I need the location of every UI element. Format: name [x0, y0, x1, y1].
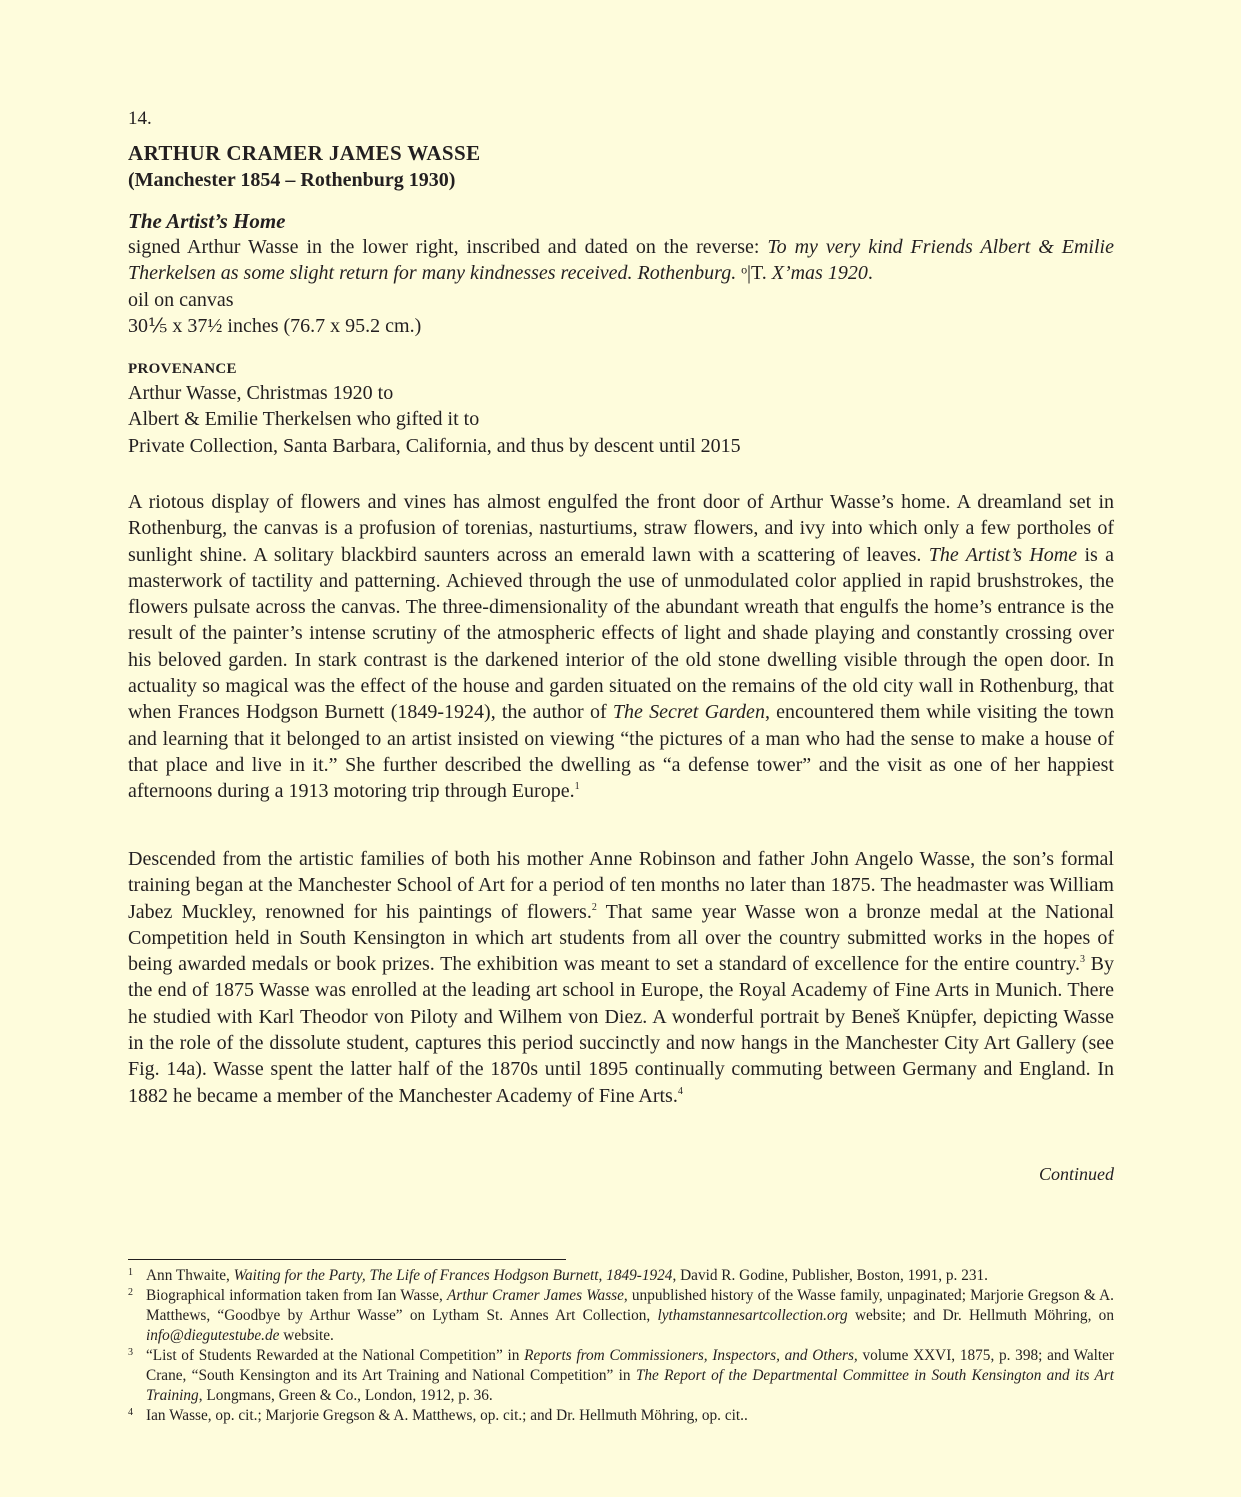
essay-title-ref: The Artist’s Home — [928, 543, 1078, 566]
footnote-text: , unpublished history of the Wasse family, unpaginated; Marjorie Gregson & A. Matthews, “Goodbye by Arthur Wasse” on Lytham St. Annes Art Collection, — [146, 1287, 1114, 1324]
dimensions: 30⅕ x 37½ inches (76.7 x 95.2 cm.) — [128, 315, 422, 338]
footnote-website: lythamstannesartcollection.org — [657, 1307, 848, 1324]
medium: oil on canvas — [128, 288, 234, 311]
inscription-text: To my very kind Friends Albert & Emilie Therkelsen as some slight return for many kindnesses received. Rothenburg. — [128, 236, 1114, 285]
footnote-italic: Waiting for the Party, The Life of Frances Hodgson Burnett, 1849-1924 — [233, 1267, 673, 1284]
essay-text: By the end of 1875 Wasse was enrolled at the leading art school in Europe, the Royal Academy of Fine Arts in Munich. There he studied with Karl Theodor von Piloty and Wilhem von Diez. A wonderful portrait by Beneš Knüpfer, depicting Wasse in the role of the dissolute student, captures this period succinctly and now hangs in the Manchester City Art Gallery (see Fig. 14a). Wasse spent the latter half of the 1870s until 1895 continually commuting between Germany and England. In 1882 he became a member of the Manchester Academy of Fine Arts. — [128, 953, 1114, 1107]
artwork-title: The Artist’s Home — [128, 209, 286, 233]
footnote-3 — [128, 1346, 1114, 1406]
footnote-text: website; and Dr. Hellmuth Möhring, on — [847, 1307, 1114, 1324]
footnote-number: 4 — [128, 1407, 133, 1418]
footnote-number: 1 — [128, 1267, 133, 1278]
footnote-italic: Arthur Cramer James Wasse — [447, 1287, 624, 1304]
provenance-heading: PROVENANCE — [128, 361, 237, 377]
footnote-text: , Longmans, Green & Co., London, 1912, p. 36. — [198, 1387, 493, 1404]
footnote-ref: 4 — [677, 1085, 683, 1097]
essay-title-ref: The Secret Garden — [612, 701, 765, 724]
essay-paragraph-2 — [128, 846, 1114, 1109]
footnote-2 — [128, 1286, 1114, 1346]
artwork-details — [128, 234, 1114, 340]
footnote-number: 3 — [128, 1347, 133, 1358]
provenance-line: Albert & Emilie Therkelsen who gifted it to — [128, 408, 480, 431]
inscription-lead: signed Arthur Wasse in the lower right, inscribed and dated on the reverse: — [128, 236, 768, 258]
footnote-italic: The Report of the Departmental Committee in South Kensington and its Art Training — [146, 1367, 1114, 1404]
footnote-email: info@diegutestube.de — [146, 1327, 280, 1344]
essay-text: A riotous display of flowers and vines has almost engulfed the front door of Arthur Wasse’s home. A dreamland set in Rothenburg, the canvas is a profusion of torenias, nasturtiums, straw flowers, and ivy into which only a few portholes of sunlight shine. A solitary blackbird saunters across an emerald lawn with a scattering of leaves. — [128, 491, 1114, 566]
inscription-end: . — [867, 262, 873, 285]
inscription — [128, 234, 1114, 287]
footnote-ref: 3 — [1079, 954, 1085, 966]
provenance-list — [128, 380, 1114, 459]
footnote-text: Biographical information taken from Ian Wasse, — [146, 1287, 448, 1304]
essay-text: is a masterwork of tactility and patterning. Achieved through the use of unmodulated color applied in rapid brushstrokes, the flowers pulsate across the canvas. The three-dimensionality of the abundant wreath that engulfs the home’s entrance is the result of the painter’s intense scrutiny of the atmospheric effects of light and shade playing and constantly crossing over his beloved garden. In stark contrast is the darkened interior of the old stone dwelling visible through the open door. In actuality so magical was the effect of the house and garden situated on the remains of the old city wall in Rothenburg, that when Frances Hodgson Burnett (1849-1924), the author of — [128, 543, 1114, 724]
footnote-ref: 1 — [574, 781, 580, 793]
provenance-line: Arthur Wasse, Christmas 1920 to — [128, 382, 394, 404]
artist-dates: (Manchester 1854 – Rothenburg 1930) — [128, 169, 456, 191]
footnote-text: volume XXVI, 1875, p. 398; and Walter Crane, “South Kensington and its Art Training and National Competition” in — [146, 1347, 1115, 1384]
essay-text: Descended from the artistic families of both his mother Anne Robinson and father John Angelo Wasse, the son’s formal training began at the Manchester School of Art for a period of ten months no later than 1875. The headmaster was William Jabez Muckley, renowned for his paintings of flowers. — [128, 848, 1114, 923]
essay-paragraph-1 — [128, 489, 1114, 805]
essay-text: , encountered them while visiting the town and learning that it belonged to an artist insisted on viewing “the pictures of a man who had the sense to make a house of that place and live in it.” She further described the dwelling as “a defense tower” and the visit as one of her happiest afternoons during a 1913 motoring trip through Europe. — [128, 701, 1114, 803]
footnote-text: , David R. Godine, Publisher, Boston, 1991, p. 231. — [672, 1267, 988, 1284]
footnote-italic: Reports from Commissioners, Inspectors, and Others, — [524, 1347, 858, 1364]
footnote-text: website. — [279, 1327, 334, 1344]
continued-label: Continued — [1039, 1164, 1114, 1184]
footnote-divider — [128, 1259, 566, 1260]
inscription-mark: ᵒ|T. — [736, 262, 772, 285]
footnote-text: Ian Wasse, op. cit.; Marjorie Gregson & A. Matthews, op. cit.; and Dr. Hellmuth Möhring, op. cit.. — [146, 1407, 748, 1424]
footnote-number: 2 — [128, 1287, 133, 1298]
lot-number: 14. — [128, 108, 152, 129]
provenance-line: Private Collection, Santa Barbara, California, and thus by descent until 2015 — [128, 434, 741, 457]
footnote-4 — [128, 1406, 1114, 1426]
footnote-1 — [128, 1266, 1114, 1286]
footnote-text: Ann Thwaite, — [146, 1267, 234, 1284]
inscription-date: X’mas 1920 — [771, 262, 868, 285]
footnotes — [128, 1266, 1114, 1426]
artist-name: ARTHUR CRAMER JAMES WASSE — [128, 141, 481, 165]
footnote-text: “List of Students Rewarded at the National Competition” in — [146, 1347, 525, 1364]
footnote-ref: 2 — [591, 901, 597, 913]
essay-text: That same year Wasse won a bronze medal at the National Competition held in South Kensington in which art students from all over the country submitted works in the hopes of being awarded medals or book prizes. The exhibition was meant to set a standard of excellence for the entire country. — [128, 900, 1114, 976]
